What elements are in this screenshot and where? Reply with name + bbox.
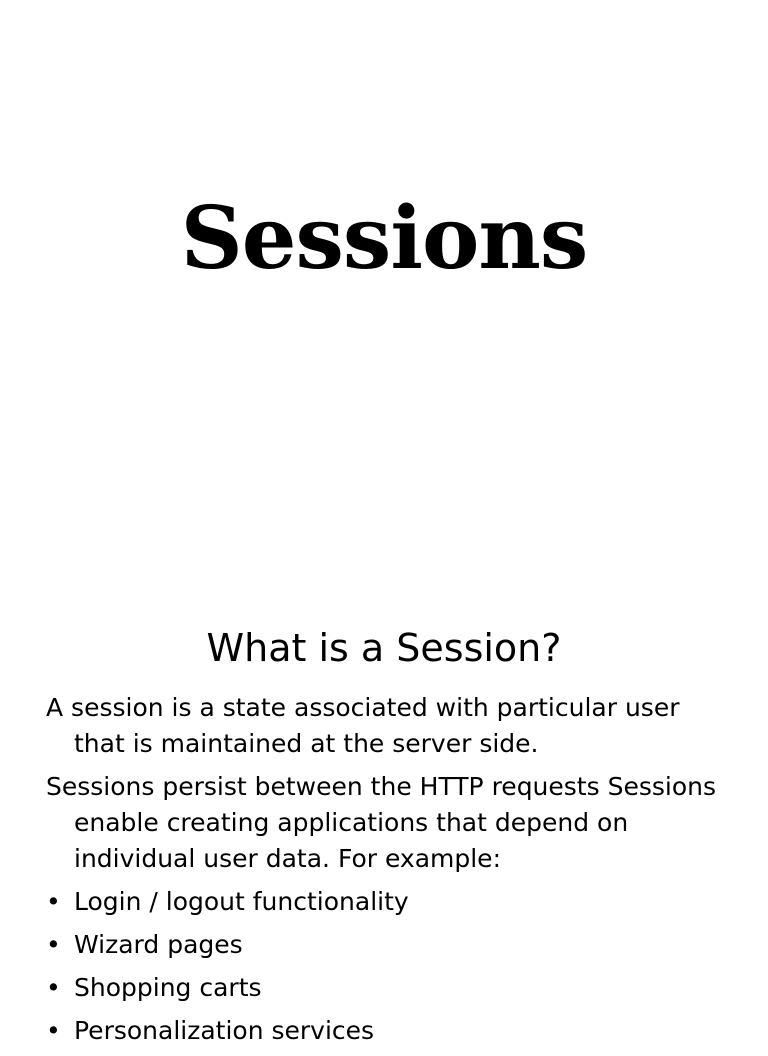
list-item-text: Login / logout functionality — [74, 887, 409, 916]
paragraph: Sessions persist between the HTTP requests Sessions enable creating applications that depend on individual user data. For example: — [46, 772, 716, 873]
list-item — [46, 884, 736, 920]
list-item-text: Wizard pages — [74, 930, 243, 959]
slide-heading: What is a Session? — [206, 626, 562, 670]
bullet-list — [46, 884, 736, 1049]
list-item — [46, 1013, 736, 1049]
bullet-icon: • — [46, 973, 61, 1002]
list-item-text: Shopping carts — [74, 973, 262, 1002]
bullet-icon: • — [46, 887, 61, 916]
slide-body — [46, 690, 736, 1056]
list-item — [46, 927, 736, 963]
list-item-text: Personalization services — [74, 1016, 375, 1045]
slide-title: Sessions — [180, 188, 588, 289]
paragraph: A session is a state associated with particular user that is maintained at the server side. — [46, 693, 680, 758]
bullet-icon: • — [46, 930, 61, 959]
list-item — [46, 970, 736, 1006]
bullet-icon: • — [46, 1016, 61, 1045]
content-slide — [0, 576, 768, 1045]
